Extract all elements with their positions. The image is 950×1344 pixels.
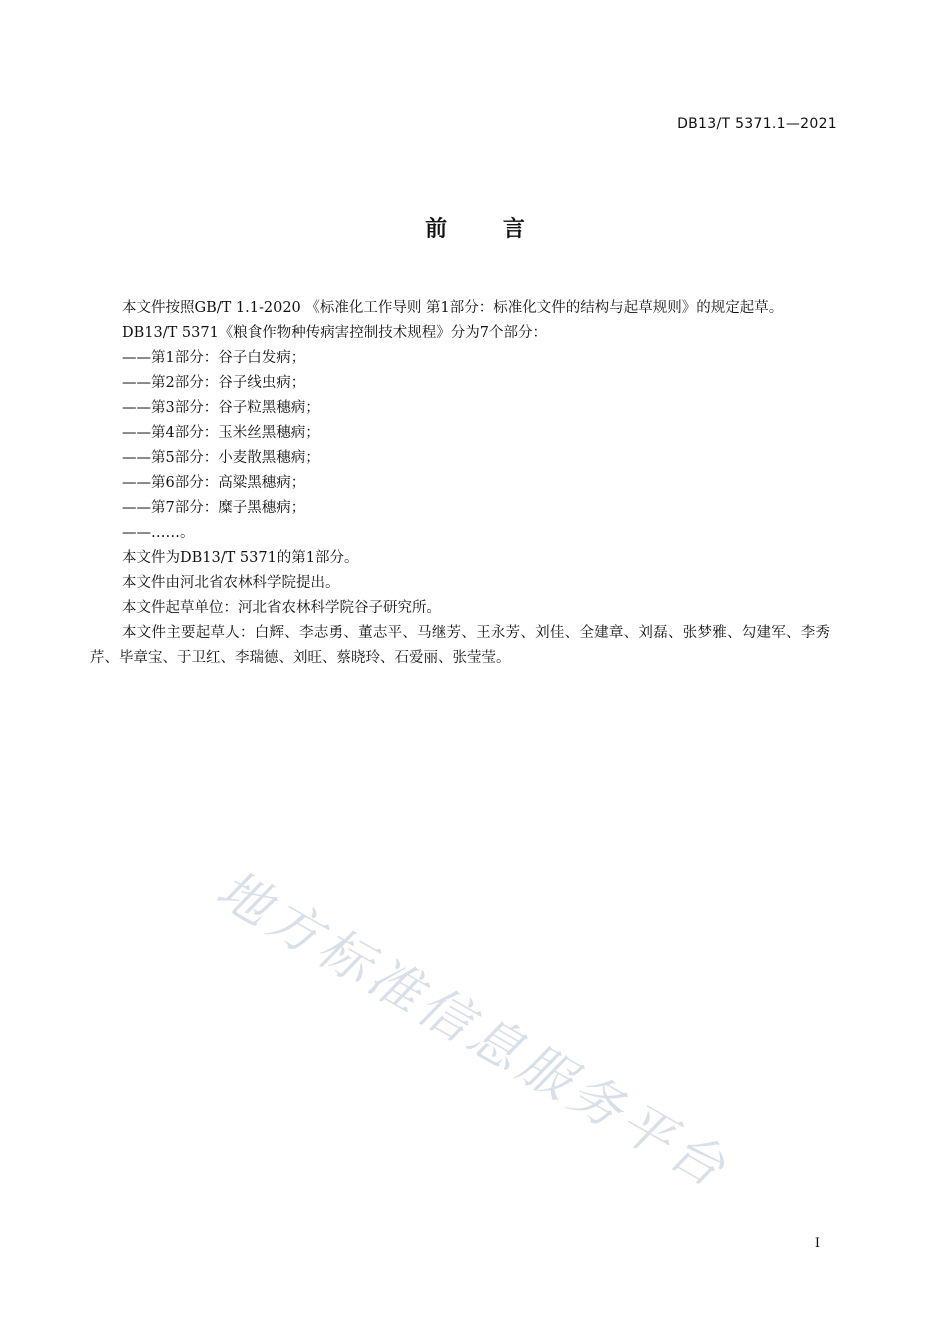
list-item-part-3: ——第3部分：谷子粒黑穗病； (122, 400, 320, 416)
statement-proposer: 本文件由河北省农林科学院提出。 (122, 575, 340, 591)
paragraph-parts-intro: DB13/T 5371《粮食作物种传病害控制技术规程》分为7个部分： (122, 325, 548, 341)
foreword-body (90, 296, 830, 671)
list-item-part-5: ——第5部分：小麦散黑穗病； (122, 450, 320, 466)
page-number: I (814, 1236, 820, 1251)
statement-drafting-unit: 本文件起草单位：河北省农林科学院谷子研究所。 (122, 600, 441, 616)
list-item-ellipsis: ——……。 (122, 525, 195, 541)
list-item-part-6: ——第6部分：高粱黑穗病； (122, 475, 306, 491)
list-item-part-7: ——第7部分：糜子黑穗病； (122, 500, 306, 516)
statement-part-number: 本文件为DB13/T 5371的第1部分。 (122, 550, 359, 566)
list-item-part-1: ——第1部分：谷子白发病； (122, 350, 306, 366)
list-item-part-2: ——第2部分：谷子线虫病； (122, 375, 306, 391)
document-code: DB13/T 5371.1—2021 (677, 116, 837, 132)
watermark: 地方标准信息服务平台 (206, 859, 739, 1202)
paragraph-drafting-basis: 本文件按照GB/T 1.1-2020 《标准化工作导则 第1部分：标准化文件的结构与起草规则》的规定起草。 (122, 300, 784, 316)
list-item-part-4: ——第4部分：玉米丝黑穗病； (122, 425, 320, 441)
section-title: 前 言 (425, 217, 549, 242)
statement-drafters: 本文件主要起草人：白辉、李志勇、董志平、马继芳、王永芳、刘佳、全建章、刘磊、张梦雅、勾建军、李秀芹、毕章宝、于卫红、李瑞德、刘旺、蔡晓玲、石爱丽、张莹莹。 (90, 625, 830, 666)
